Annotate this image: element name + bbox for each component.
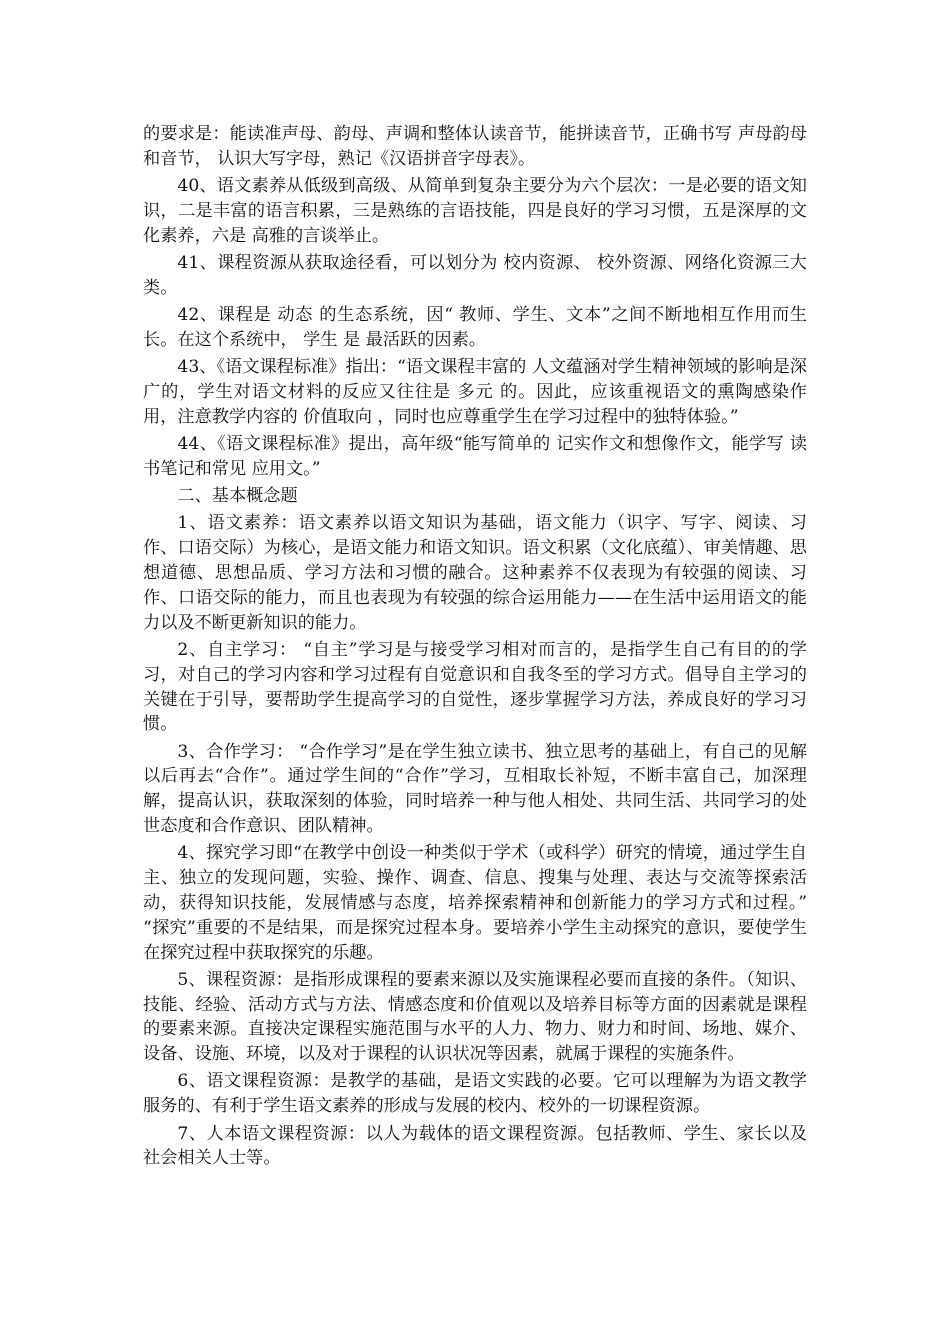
- concept-6-chinese-curriculum-resources: 6、语文课程资源：是教学的基础，是语文实践的必要。它可以理解为为语文教学服务的、有利于学生语文素养的形成与发展的校内、校外的一切课程资源。: [143, 1071, 807, 1117]
- concept-3-cooperative-learning: 3、合作学习： “合作学习”是在学生独立读书、独立思考的基础上，有自己的见解以后再去“合作”。通过学生间的“合作”学习，互相取长补短，不断丰富自己，加深理解，提高认识，获取深刻的体验，同时培养一种与他人相处、共同生活、共同学习的处世态度和合作意识、团队精神。: [143, 741, 807, 837]
- paragraph-41: 41、课程资源从获取途径看，可以划分为 校内资源、 校外资源、网络化资源三大类。: [143, 252, 807, 298]
- concept-5-curriculum-resources: 5、课程资源：是指形成课程的要素来源以及实施课程必要而直接的条件。（知识、技能、经验、活动方式与方法、情感态度和价值观以及培养目标等方面的因素就是课程的要素来源。直接决定课程实施范围与水平的人力、物力、财力和时间、场地、媒介、设备、设施、环境，以及对于课程的认识状况等因素，就属于课程的实施条件。: [143, 969, 807, 1065]
- paragraph-43: 43、《语文课程标准》指出：“语文课程丰富的 人文蕴涵对学生精神领域的影响是深广的，学生对语文材料的反应又往往是 多元 的。因此，应该重视语文的熏陶感染作用，注意教学内容的 价值取向 ，同时也应尊重学生在学习过程中的独特体验。”: [143, 357, 807, 427]
- paragraph-42: 42、课程是 动态 的生态系统，因“ 教师、学生、文本”之间不断地相互作用而生长。在这个系统中， 学生 是 最活跃的因素。: [143, 305, 807, 350]
- concept-2-autonomous-learning: 2、自主学习： “自主”学习是与接受学习相对而言的，是指学生自己有目的的学习，对自己的学习内容和学习过程有自觉意识和自我冬至的学习方式。倡导自主学习的关键在于引导，要帮助学生提高学习的自觉性，逐步掌握学习方法，养成良好的学习习惯。: [143, 639, 807, 735]
- section-heading-basic-concepts: 二、基本概念题: [177, 486, 298, 507]
- paragraph-44: 44、《语文课程标准》提出，高年级“能写简单的 记实作文和想像作文，能学写 读书笔记和常见 应用文。”: [143, 434, 807, 479]
- concept-1-language-literacy: 1、语文素养：语文素养以语文知识为基础，语文能力（识字、写字、阅读、习作、口语交际）为核心，是语文能力和语文知识。语文积累（文化底蕴）、审美情趣、思想道德、思想品质、学习方法和习惯的融合。这种素养不仅表现为有较强的阅读、习作、口语交际的能力，而且也表现为有较强的综合运用能力——在生活中运用语文的能力以及不断更新知识的能力。: [143, 513, 807, 633]
- paragraph-40: 40、语文素养从低级到高级、从简单到复杂主要分为六个层次：一是必要的语文知识，二是丰富的语言积累，三是熟练的言语技能，四是良好的学习习惯，五是深厚的文化素养，六是 高雅的言谈举止。: [143, 176, 807, 246]
- paragraph-39-continued: 的要求是：能读准声母、韵母、声调和整体认读音节，能拼读音节，正确书写 声母韵母和音节， 认识大写字母，熟记《汉语拼音字母表》。: [143, 124, 807, 169]
- concept-4-inquiry-learning: 4、探究学习即“在教学中创设一种类似于学术（或科学）研究的情境，通过学生自主、独立的发现问题，实验、操作、调查、信息、搜集与处理、表达与交流等探索活动，获得知识技能，发展情感与态度，培养探索精神和创新能力的学习方式和过程。” “探究”重要的不是结果，而是探究过程本身。要培养小学生主动探究的意识，要使学生在探究过程中获取探究的乐趣。: [143, 843, 807, 963]
- concept-7-human-curriculum-resources: 7、人本语文课程资源：以人为载体的语文课程资源。包括教师、学生、家长以及社会相关人士等。: [143, 1123, 807, 1169]
- document-page: [143, 122, 807, 1174]
